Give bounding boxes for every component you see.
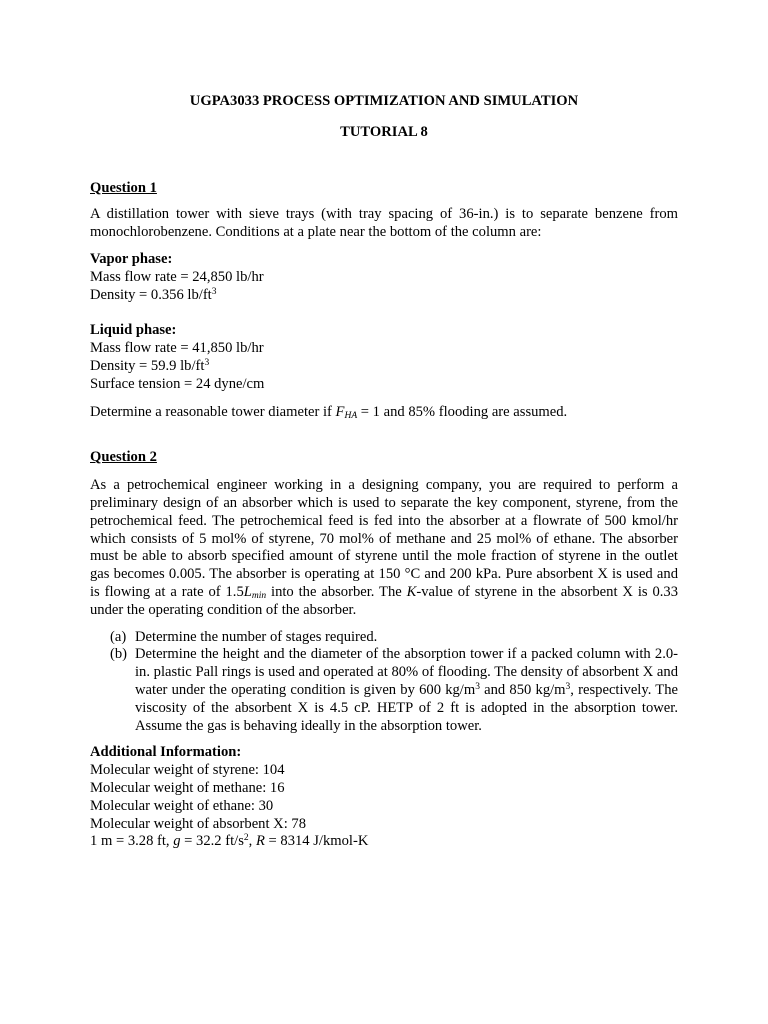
vapor-mass-flow: Mass flow rate = 24,850 lb/hr <box>90 268 264 285</box>
gas-constant-value: = 8314 J/kmol-K <box>264 833 369 850</box>
constants-separator: , <box>248 833 256 850</box>
part-b-text-1: Determine the height and the diameter of the absorption tower if a packed column with 2.0-in. plastic Pall rings is used and operated at 80% of flooding. The density of absorbent X and water under the operating condition is given by 600 kg/m <box>135 646 678 698</box>
part-b-marker: (b) <box>110 646 128 663</box>
q2-k-variable: K <box>406 583 417 600</box>
mw-absorbent: Molecular weight of absorbent X: 78 <box>90 815 307 832</box>
gravity-variable: g <box>173 833 181 850</box>
part-b-text-3: , respectively. The viscosity of the absorbent X is 4.5 cP. HETP of 2 ft is adopted in the absorption tower. Assume the gas is behaving ideally in the absorption tower. <box>135 681 678 734</box>
part-a-text: Determine the number of stages required. <box>135 628 378 645</box>
liquid-mass-flow: Mass flow rate = 41,850 lb/hr <box>90 340 264 357</box>
document-title: UGPA3033 PROCESS OPTIMIZATION AND SIMULATION <box>189 93 579 109</box>
additional-information-heading: Additional Information: <box>90 744 242 761</box>
q2-flow-variable-subscript: min <box>251 590 267 601</box>
part-b-exponent-1: 3 <box>475 681 480 692</box>
part-b-text-2: and 850 kg/m <box>479 681 566 698</box>
liquid-surface-tension: Surface tension = 24 dyne/cm <box>90 375 265 392</box>
vapor-density: Density = 0.356 lb/ft <box>90 286 212 303</box>
mw-styrene: Molecular weight of styrene: 104 <box>90 762 285 779</box>
mw-ethane: Molecular weight of ethane: 30 <box>90 797 274 814</box>
q2-paragraph-post: -value of styrene in the absorbent X is 0.33 under the operating condition of the absorber. <box>90 583 678 618</box>
liquid-phase-heading: Liquid phase: <box>90 322 177 339</box>
question-1-heading: Question 1 <box>90 179 157 196</box>
document-subtitle: TUTORIAL 8 <box>340 123 428 140</box>
constants-pre: 1 m = 3.28 ft, <box>90 833 174 850</box>
part-a-item <box>90 629 678 647</box>
gravity-exponent: 2 <box>243 833 249 844</box>
question-2-paragraph <box>90 477 678 619</box>
liquid-phase-block <box>90 322 678 393</box>
vapor-density-line <box>90 287 678 305</box>
q2-paragraph-pre: As a petrochemical engineer working in a designing company, you are required to perform a preliminary design of an absorber which is used to separate the key component, styrene, from the petrochemical feed. The petrochemical feed is fed into the absorber at a flowrate of 500 kmol/hr which consists of 5 mol% of styrene, 70 mol% of methane and 25 mol% of ethane. The absorber must be able to absorb specified amount of styrene until the mole fraction of styrene in the outlet gas becomes 0.005. The absorber is operating at 150 °C and 200 kPa. Pure absorbent X is used and is flowing at a rate of 1.5 <box>90 477 678 600</box>
question-1-determine <box>90 404 678 422</box>
q2-paragraph-mid: into the absorber. The <box>266 583 407 600</box>
vapor-density-exponent: 3 <box>211 286 217 297</box>
mw-methane: Molecular weight of methane: 16 <box>90 779 285 796</box>
q2-flow-variable: L <box>243 583 252 600</box>
determine-pre: Determine a reasonable tower diameter if <box>90 403 336 420</box>
additional-information-block <box>90 744 678 851</box>
part-a-marker: (a) <box>110 628 127 645</box>
liquid-density: Density = 59.9 lb/ft <box>90 357 205 374</box>
constants-line <box>90 833 678 851</box>
gravity-value: = 32.2 ft/s <box>180 833 244 850</box>
document-body <box>90 93 678 851</box>
vapor-phase-heading: Vapor phase: <box>90 250 173 267</box>
part-b-exponent-2: 3 <box>565 681 571 692</box>
liquid-density-line <box>90 358 678 376</box>
determine-post: = 1 and 85% flooding are assumed. <box>357 403 568 420</box>
gas-constant-variable: R <box>255 833 265 850</box>
determine-variable: F <box>335 403 345 420</box>
part-b-item <box>90 646 678 735</box>
liquid-density-exponent: 3 <box>204 357 210 368</box>
question-2-heading: Question 2 <box>90 449 157 466</box>
question-1-intro: A distillation tower with sieve trays (with tray spacing of 36-in.) is to separate benzene from monochlorobenzene. Conditions at a plate near the bottom of the column are: <box>90 206 678 241</box>
vapor-phase-block <box>90 251 678 304</box>
determine-variable-subscript: HA <box>344 410 358 421</box>
question-2-parts <box>90 629 678 736</box>
